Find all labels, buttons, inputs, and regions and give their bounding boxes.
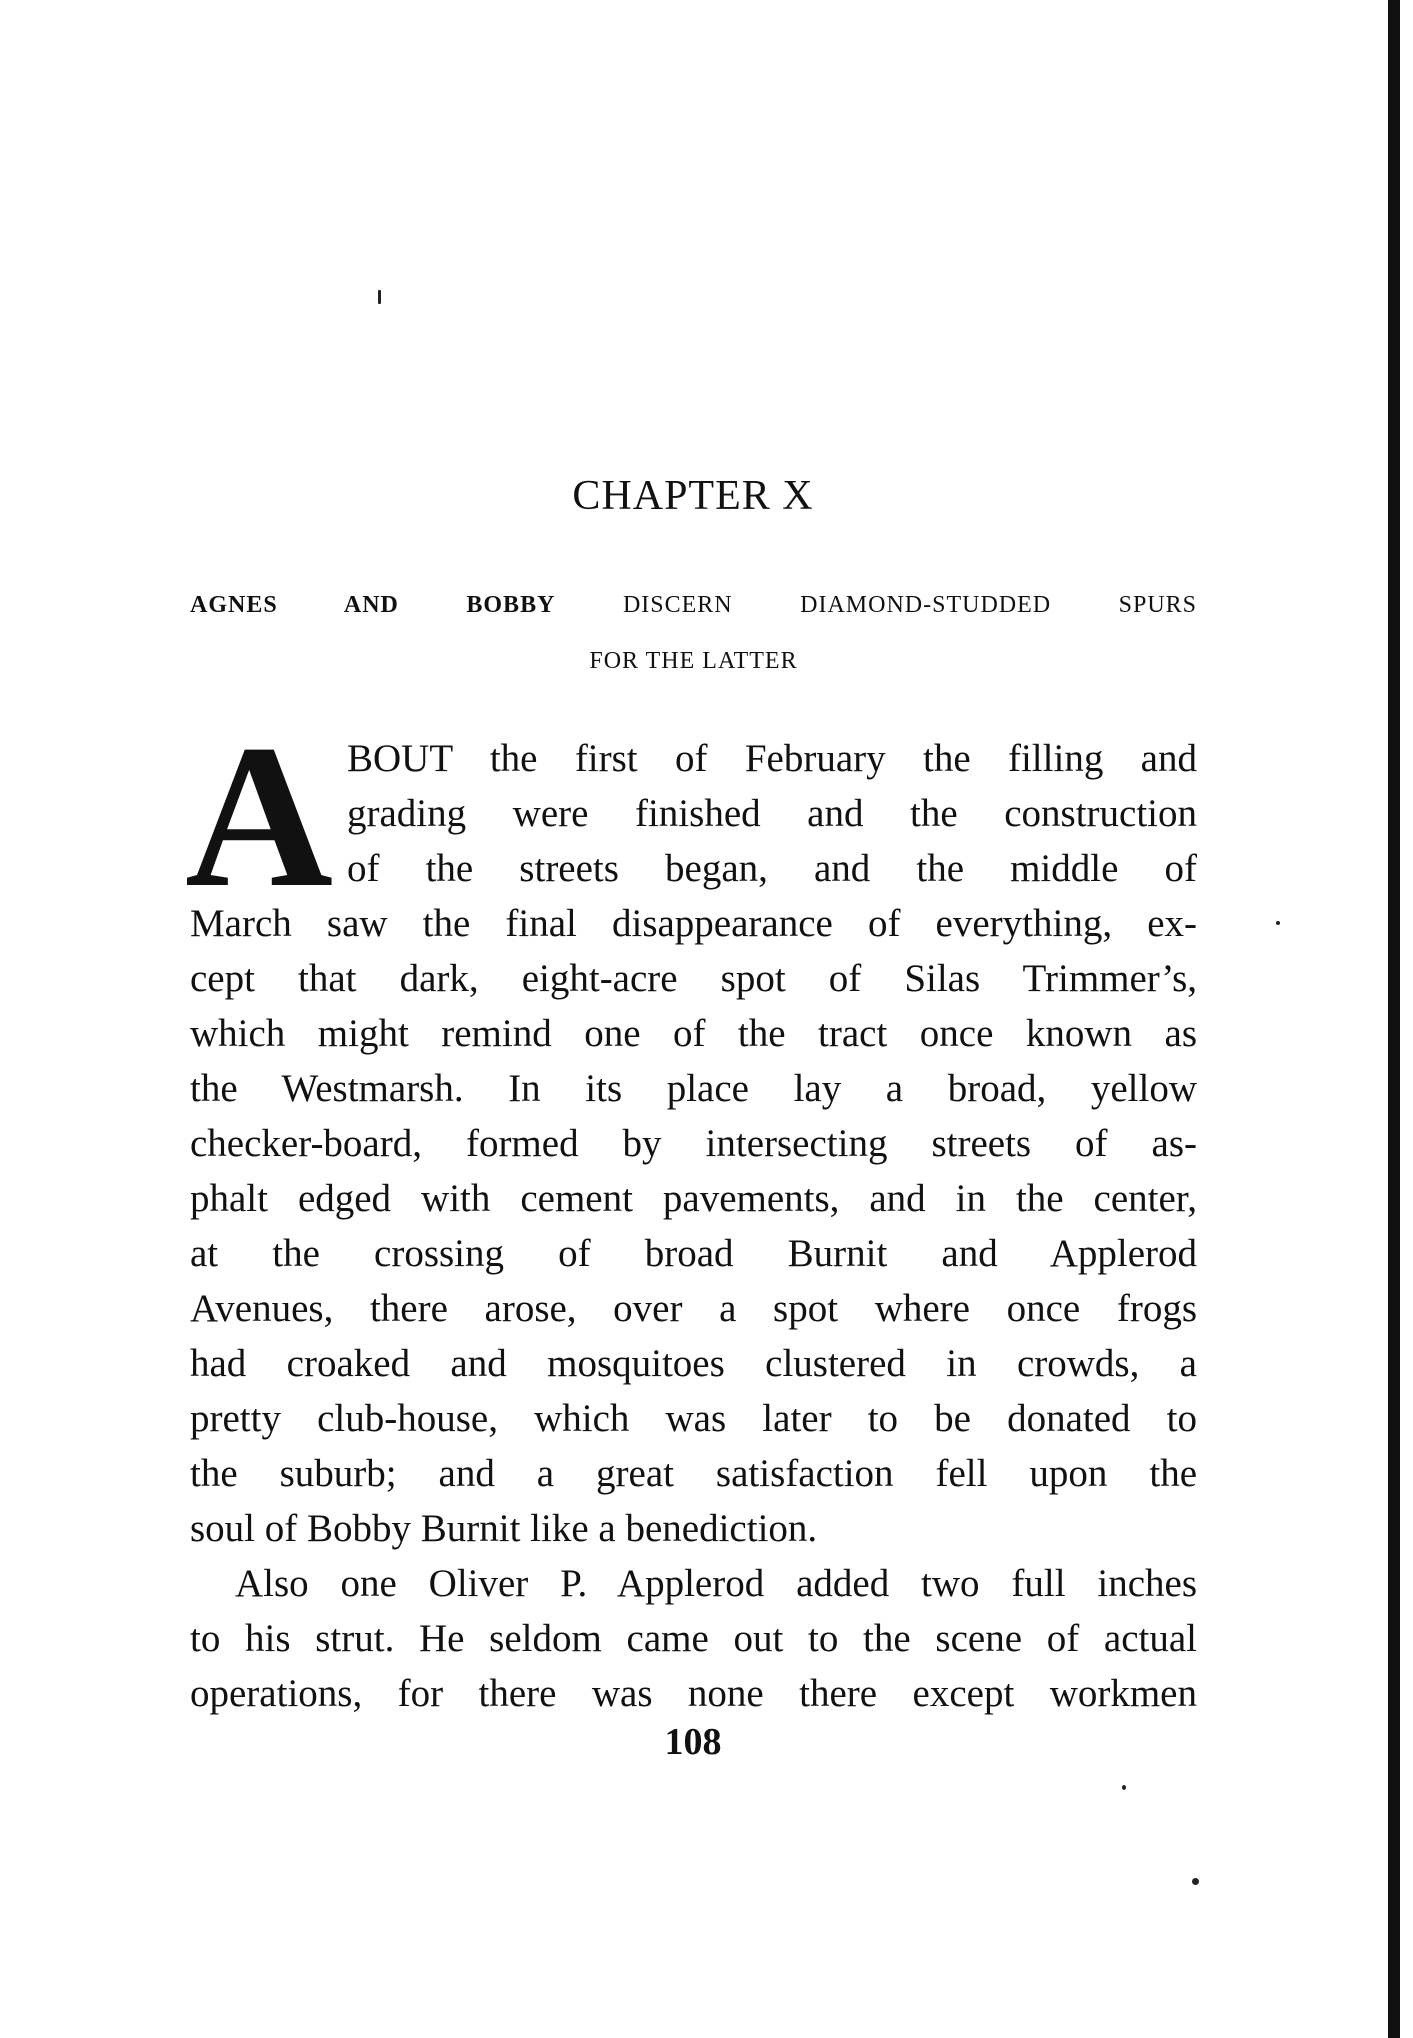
text-line: to his strut. He seldom came out to the scene of actual xyxy=(190,1617,1197,1660)
text-line: phalt edged with cement pavements, and in the center, xyxy=(190,1177,1197,1220)
text-line: Avenues, there arose, over a spot where once frogs xyxy=(190,1287,1197,1330)
text-line: BOUT the first of February the filling and xyxy=(347,737,1197,780)
chapter-subtitle-line-2: FOR THE LATTER xyxy=(589,648,798,674)
text-line: grading were finished and the construction xyxy=(347,792,1197,835)
text-line: checker-board, formed by intersecting streets of as- xyxy=(190,1122,1197,1165)
subtitle-rest: DISCERN DIAMOND-STUDDED SPURS xyxy=(622,592,1198,618)
text-line: cept that dark, eight-acre spot of Silas Trimmer’s, xyxy=(190,957,1197,1000)
drop-cap: A xyxy=(185,703,334,930)
text-line: which might remind one of the tract once known as xyxy=(190,1012,1197,1055)
text-line: at the crossing of broad Burnit and Applerod xyxy=(190,1232,1197,1275)
text-line: Also one Oliver P. Applerod added two full inches xyxy=(235,1562,1197,1605)
text-line: the Westmarsh. In its place lay a broad, yellow xyxy=(190,1067,1197,1110)
text-line: soul of Bobby Burnit like a benediction. xyxy=(190,1507,818,1550)
text-line: of the streets began, and the middle of xyxy=(347,847,1197,890)
text-line: operations, for there was none there except workmen xyxy=(190,1672,1197,1715)
speck xyxy=(1122,1785,1126,1790)
page-number: 108 xyxy=(664,1721,722,1763)
text-line: had croaked and mosquitoes clustered in crowds, a xyxy=(190,1342,1197,1385)
subtitle-bold: AGNES AND BOBBY xyxy=(190,592,556,618)
chapter-subtitle-line-1 xyxy=(190,592,1197,619)
text-line: March saw the final disappearance of everything, ex- xyxy=(190,902,1197,945)
page-edge-shadow xyxy=(1388,0,1400,2038)
speck xyxy=(378,290,381,304)
speck xyxy=(1276,921,1280,925)
text-line: pretty club-house, which was later to be donated to xyxy=(190,1397,1197,1440)
speck xyxy=(1192,1878,1199,1885)
text-line: the suburb; and a great satisfaction fell upon the xyxy=(190,1452,1197,1495)
chapter-title: CHAPTER X xyxy=(572,473,814,519)
